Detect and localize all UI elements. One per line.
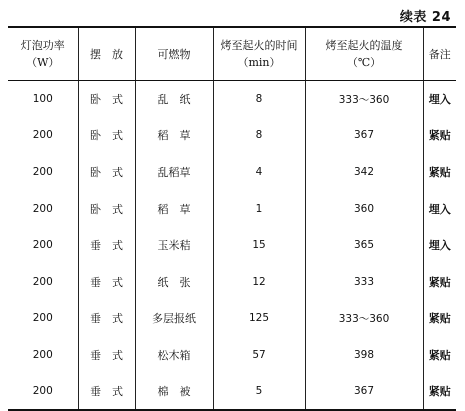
cell-temp: 365 xyxy=(305,227,423,264)
cell-note: 紧贴 xyxy=(423,337,456,374)
header-row xyxy=(8,27,456,81)
cell-placement: 垂 式 xyxy=(78,263,135,300)
header-time-unit: （min） xyxy=(237,56,281,69)
header-combustible: 可燃物 xyxy=(135,27,213,81)
table-row xyxy=(8,81,456,118)
cell-note: 紧贴 xyxy=(423,373,456,410)
cell-time: 57 xyxy=(213,337,305,374)
cell-time: 5 xyxy=(213,373,305,410)
cell-combustible: 棉 被 xyxy=(135,373,213,410)
cell-combustible: 乱稻草 xyxy=(135,154,213,191)
cell-power: 200 xyxy=(32,312,53,325)
cell-power: 200 xyxy=(32,385,53,398)
cell-time: 15 xyxy=(213,227,305,264)
table-row xyxy=(8,263,456,300)
header-temp-label: 烤至起火的温度 xyxy=(325,39,403,52)
header-power-label: 灯泡功率 xyxy=(20,39,65,52)
header-power xyxy=(8,27,78,81)
cell-note: 紧贴 xyxy=(423,117,456,154)
cell-time: 4 xyxy=(213,154,305,191)
cell-temp: 333～360 xyxy=(305,81,423,118)
header-time xyxy=(213,27,305,81)
cell-placement: 垂 式 xyxy=(78,300,135,337)
cell-placement: 卧 式 xyxy=(78,154,135,191)
cell-power: 200 xyxy=(32,129,53,142)
header-power-unit: （W） xyxy=(26,56,60,69)
cell-power: 200 xyxy=(32,348,53,361)
cell-combustible: 乱 纸 xyxy=(135,81,213,118)
cell-combustible: 纸 张 xyxy=(135,263,213,300)
cell-placement: 卧 式 xyxy=(78,81,135,118)
cell-note: 紧贴 xyxy=(423,263,456,300)
table-row xyxy=(8,190,456,227)
cell-power: 100 xyxy=(32,93,53,106)
table-row xyxy=(8,117,456,154)
table-row xyxy=(8,300,456,337)
header-placement: 摆 放 xyxy=(78,27,135,81)
cell-power: 200 xyxy=(32,275,53,288)
cell-power: 200 xyxy=(32,239,53,252)
cell-temp: 360 xyxy=(305,190,423,227)
cell-placement: 垂 式 xyxy=(78,227,135,264)
cell-temp: 333 xyxy=(305,263,423,300)
cell-placement: 垂 式 xyxy=(78,337,135,374)
cell-time: 125 xyxy=(213,300,305,337)
cell-power: 200 xyxy=(32,165,53,178)
cell-combustible: 稻 草 xyxy=(135,190,213,227)
cell-combustible: 玉米秸 xyxy=(135,227,213,264)
cell-note: 埋入 xyxy=(423,81,456,118)
cell-placement: 垂 式 xyxy=(78,373,135,410)
cell-placement: 卧 式 xyxy=(78,117,135,154)
cell-note: 紧贴 xyxy=(423,154,456,191)
cell-temp: 398 xyxy=(305,337,423,374)
cell-time: 12 xyxy=(213,263,305,300)
table-row xyxy=(8,373,456,410)
cell-note: 紧贴 xyxy=(423,300,456,337)
table-row xyxy=(8,337,456,374)
cell-time: 8 xyxy=(213,81,305,118)
cell-combustible: 稻 草 xyxy=(135,117,213,154)
cell-temp: 367 xyxy=(305,373,423,410)
cell-combustible: 多层报纸 xyxy=(135,300,213,337)
cell-note: 埋入 xyxy=(423,227,456,264)
header-temp-unit: （℃） xyxy=(346,56,382,69)
cell-temp: 367 xyxy=(305,117,423,154)
cell-power: 200 xyxy=(32,202,53,215)
cell-combustible: 松木箱 xyxy=(135,337,213,374)
cell-note: 埋入 xyxy=(423,190,456,227)
header-note: 备注 xyxy=(423,27,456,81)
table-row xyxy=(8,154,456,191)
cell-temp: 333～360 xyxy=(305,300,423,337)
table-caption: 续表 24 xyxy=(399,10,451,25)
cell-time: 1 xyxy=(213,190,305,227)
header-temp xyxy=(305,27,423,81)
cell-placement: 卧 式 xyxy=(78,190,135,227)
data-table xyxy=(8,26,456,411)
table-row xyxy=(8,227,456,264)
cell-time: 8 xyxy=(213,117,305,154)
cell-temp: 342 xyxy=(305,154,423,191)
header-time-label: 烤至起火的时间 xyxy=(220,39,298,52)
